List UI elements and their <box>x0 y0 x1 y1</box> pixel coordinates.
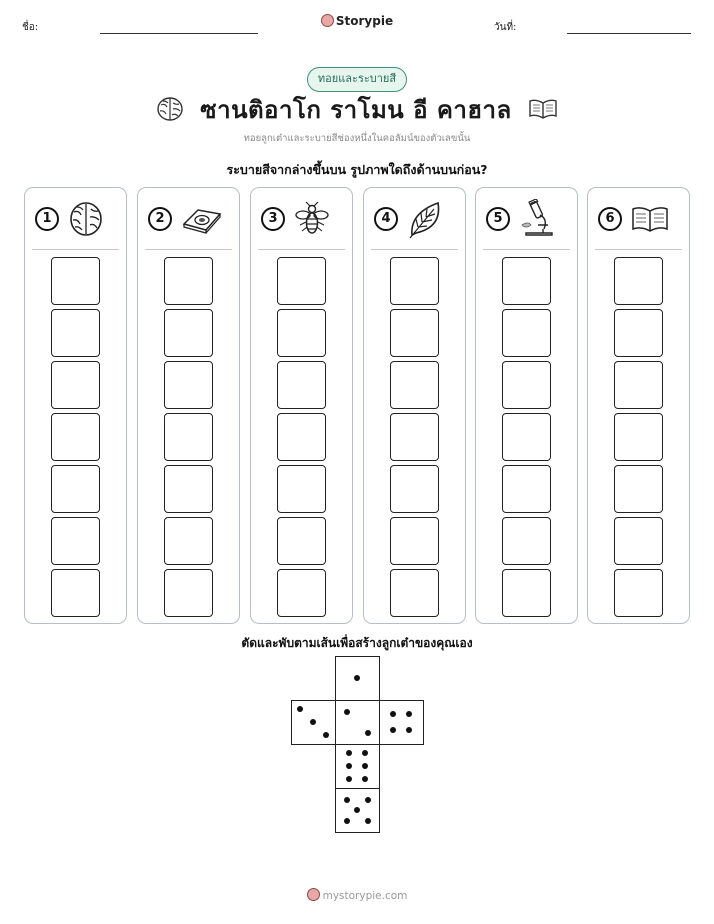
color-box[interactable] <box>390 309 439 357</box>
column-header <box>148 200 224 238</box>
column-number: 1 <box>35 207 59 231</box>
column-header <box>374 200 444 238</box>
column-number: 5 <box>486 207 510 231</box>
brand-name: Storypie <box>335 14 394 28</box>
color-box[interactable] <box>390 517 439 565</box>
date-line[interactable] <box>567 33 691 34</box>
column-3 <box>250 187 353 624</box>
die-pip <box>344 797 350 803</box>
die-pip <box>297 706 303 712</box>
color-box[interactable] <box>164 257 213 305</box>
die-pip <box>406 727 412 733</box>
die-face-6 <box>335 744 380 789</box>
color-box[interactable] <box>164 413 213 461</box>
die-pip <box>362 750 368 756</box>
color-box[interactable] <box>390 413 439 461</box>
column-header <box>261 200 331 238</box>
color-box[interactable] <box>277 569 326 617</box>
dice-instructions: ตัดและพับตามเส้นเพื่อสร้างลูกเต๋าของคุณเอง <box>241 636 473 650</box>
color-box[interactable] <box>502 569 551 617</box>
color-box[interactable] <box>502 413 551 461</box>
color-box[interactable] <box>614 517 663 565</box>
color-box[interactable] <box>614 361 663 409</box>
color-box[interactable] <box>277 361 326 409</box>
brand-logo <box>0 14 714 28</box>
die-pip <box>365 797 371 803</box>
column-number: 4 <box>374 207 398 231</box>
color-box[interactable] <box>277 413 326 461</box>
color-box[interactable] <box>164 309 213 357</box>
storypie-mascot-icon <box>307 888 320 901</box>
color-box[interactable] <box>614 257 663 305</box>
microscope-icon <box>518 199 556 239</box>
die-pip <box>354 807 360 813</box>
die-pip <box>344 709 350 715</box>
color-box[interactable] <box>51 465 100 513</box>
die-pip <box>346 763 352 769</box>
column-5 <box>475 187 578 624</box>
color-box[interactable] <box>164 569 213 617</box>
die-pip <box>390 727 396 733</box>
open-book-icon <box>528 98 558 120</box>
bee-icon <box>293 200 331 238</box>
die-pip <box>406 711 412 717</box>
instructions: ทอยลูกเต๋าและระบายสีช่องหนึ่งในคอลัมน์ของตัวเลขนั้น <box>243 133 471 144</box>
color-box[interactable] <box>277 257 326 305</box>
storypie-mascot-icon <box>321 14 334 27</box>
die-pip <box>310 719 316 725</box>
column-header <box>486 200 556 238</box>
color-box[interactable] <box>51 257 100 305</box>
column-number: 2 <box>148 207 172 231</box>
color-box[interactable] <box>614 465 663 513</box>
color-box[interactable] <box>614 413 663 461</box>
die-pip <box>354 675 360 681</box>
color-box[interactable] <box>277 517 326 565</box>
die-face-1 <box>335 656 380 701</box>
column-header <box>35 200 105 238</box>
die-face-3 <box>291 700 336 745</box>
die-pip <box>323 732 329 738</box>
die-face-5 <box>335 788 380 833</box>
column-divider <box>145 249 232 250</box>
color-box[interactable] <box>390 569 439 617</box>
die-face-2 <box>335 700 380 745</box>
column-4 <box>363 187 466 624</box>
column-divider <box>371 249 458 250</box>
column-header <box>598 200 670 238</box>
footer <box>0 888 714 902</box>
color-box[interactable] <box>164 465 213 513</box>
color-box[interactable] <box>51 517 100 565</box>
die-pip <box>346 776 352 782</box>
color-box[interactable] <box>164 361 213 409</box>
color-box[interactable] <box>390 361 439 409</box>
brain-icon <box>67 200 105 238</box>
footer-url: mystorypie.com <box>322 890 408 902</box>
petri-dish-icon <box>180 200 224 238</box>
color-box[interactable] <box>614 309 663 357</box>
color-box[interactable] <box>51 309 100 357</box>
die-pip <box>362 763 368 769</box>
leaf-icon <box>406 199 444 239</box>
open-book-icon <box>630 202 670 236</box>
color-box[interactable] <box>390 257 439 305</box>
color-box[interactable] <box>51 569 100 617</box>
color-box[interactable] <box>164 517 213 565</box>
color-box[interactable] <box>51 413 100 461</box>
column-divider <box>32 249 119 250</box>
date-label: วันที่: <box>494 22 517 33</box>
color-box[interactable] <box>502 257 551 305</box>
column-divider <box>483 249 570 250</box>
color-box[interactable] <box>390 465 439 513</box>
color-box[interactable] <box>502 309 551 357</box>
name-label: ชื่อ: <box>22 22 39 33</box>
column-number: 3 <box>261 207 285 231</box>
page-title: ซานติอาโก ราโมน อี คาฮาล <box>200 95 512 124</box>
column-divider <box>258 249 345 250</box>
die-pip <box>346 750 352 756</box>
color-box[interactable] <box>502 361 551 409</box>
die-pip <box>344 818 350 824</box>
die-pip <box>362 776 368 782</box>
color-box[interactable] <box>502 517 551 565</box>
color-box[interactable] <box>51 361 100 409</box>
brain-icon <box>156 95 184 123</box>
die-pip <box>390 711 396 717</box>
color-box[interactable] <box>277 465 326 513</box>
name-line[interactable] <box>100 33 258 34</box>
question: ระบายสีจากล่างขึ้นบน รูปภาพใดถึงด้านบนก่อน? <box>226 162 488 177</box>
column-6 <box>587 187 690 624</box>
color-box[interactable] <box>614 569 663 617</box>
color-box[interactable] <box>502 465 551 513</box>
die-face-4 <box>379 700 424 745</box>
column-1 <box>24 187 127 624</box>
title-row <box>0 90 714 128</box>
color-box[interactable] <box>277 309 326 357</box>
column-number: 6 <box>598 207 622 231</box>
die-pip <box>365 730 371 736</box>
column-2 <box>137 187 240 624</box>
column-divider <box>595 249 682 250</box>
die-pip <box>365 818 371 824</box>
activity-badge: ทอยและระบายสี <box>307 67 407 92</box>
